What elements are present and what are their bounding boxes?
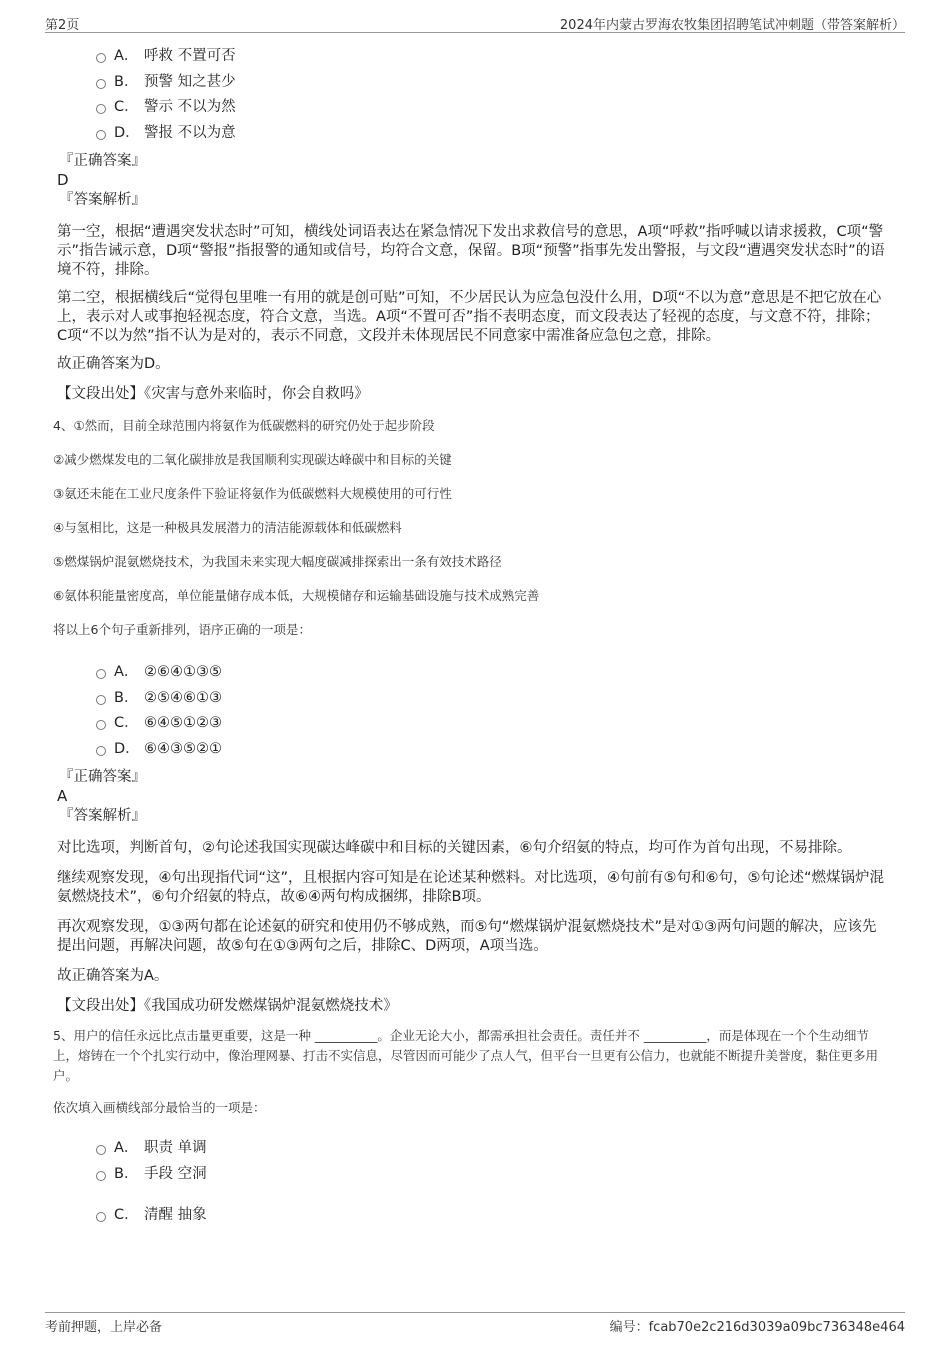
q4-sentence: ②减少燃煤发电的二氧化碳排放是我国顺利实现碳达峰碳中和目标的关键 [53, 452, 452, 467]
q3-option-c[interactable] [57, 95, 887, 121]
correct-answer: D [57, 171, 69, 189]
option-text: ⑥④③⑤②① [144, 740, 222, 757]
radio-button[interactable] [96, 669, 106, 679]
radio-button[interactable] [96, 1171, 106, 1181]
option-letter: D． [114, 124, 140, 141]
radio-button[interactable] [96, 104, 106, 114]
source-citation: 【文段出处】《灾害与意外来临时，你会自救吗》 [57, 386, 369, 402]
option-letter: B． [114, 689, 139, 706]
q3-option-d[interactable] [57, 121, 887, 147]
analysis-paragraph: 第二空，根据横线后“觉得包里唯一有用的就是创可贴”可知，不少居民认为应急包没什么用，D项“不以为意”意思是不把它放在心上，表示对人或事抱轻视态度，符合文意，当选。A项“不置可否”指不表明态度，而文段表达了轻视的态度，与文意不符，排除；C项“不以为然”指不认为是对的，表示不同意，文段并未体现居民不同意家中需准备应急包之意，排除。 [57, 290, 882, 344]
radio-button[interactable] [96, 53, 106, 63]
option-letter: C． [114, 99, 139, 115]
q5-option-a[interactable] [57, 1136, 887, 1162]
page-footer [45, 1312, 905, 1335]
source-citation: 【文段出处】《我国成功研发燃煤锅炉混氨燃烧技术》 [57, 998, 398, 1014]
q5-prompt: 依次填入画横线部分最恰当的一项是： [53, 1100, 266, 1115]
option-letter: B． [114, 1165, 139, 1182]
analysis-label: 『答案解析』 [59, 192, 146, 208]
option-letter: A． [114, 664, 139, 680]
document-title: 2024年内蒙古罗海农牧集团招聘笔试冲刺题（带答案解析） [559, 18, 905, 33]
radio-button[interactable] [96, 79, 106, 89]
option-text: ②⑥④①③⑤ [144, 664, 222, 680]
analysis-paragraph: 继续观察发现，④句出现指代词“这”，且根据内容可知是在论述某种燃料。对比选项，④句前有⑤句和⑥句，⑤句论述“燃煤锅炉混氨燃烧技术”，⑥句介绍氨的特点，故⑥④两句构成捆绑，排除B项。 [57, 870, 885, 905]
option-letter: A． [114, 1140, 139, 1156]
q5-options [57, 1136, 887, 1229]
q3-option-b[interactable] [57, 70, 887, 96]
q4-option-d[interactable] [57, 737, 887, 763]
option-letter: B． [114, 73, 139, 90]
q4-sentence: ④与氢相比，这是一种极具发展潜力的清洁能源载体和低碳燃料 [53, 520, 402, 535]
q4-prompt: 将以上6个句子重新排列，语序正确的一项是： [53, 622, 311, 637]
footer-slogan: 考前押题，上岸必备 [45, 1320, 163, 1335]
q3-option-a[interactable] [57, 44, 887, 70]
q4-sentence: ③氨还未能在工业尺度条件下验证将氨作为低碳燃料大规模使用的可行性 [53, 486, 452, 501]
option-letter: A． [114, 48, 139, 64]
page-number: 第2页 [45, 18, 80, 33]
analysis-paragraph: 第一空，根据“遭遇突发状态时”可知，横线处词语表达在紧急情况下发出求救信号的意思，A项“呼救”指呼喊以请求援救，C项“警示”指告诫示意，D项“警报”指报警的通知或信号，均符合文意，保留。B项“预警”指事先发出警报，与文段“遭遇突发状态时”的语境不符，排除。 [57, 224, 885, 278]
option-text: 预警 知之甚少 [144, 73, 236, 90]
option-text: 呼救 不置可否 [144, 48, 236, 64]
option-text: 职责 单调 [144, 1140, 207, 1156]
q5-stem: 5、用户的信任永远比点击量更重要，这是一种 __________。企业无论大小，都需承担社会责任。责任并不 __________，而是体现在一个个生动细节上，熔铸在一个个扎实行动中，像治理网暴、打击不实信息，尽管因而可能少了点人气，但平台一旦更有公信力，也就能不断提升美誉度，黏住更多用户。 [53, 1028, 879, 1083]
radio-button[interactable] [96, 746, 106, 756]
q4-sentence: ⑤燃煤锅炉混氨燃烧技术，为我国未来实现大幅度碳减排探索出一条有效技术路径 [53, 554, 502, 569]
page-content [53, 44, 887, 1229]
radio-button[interactable] [96, 720, 106, 730]
q5-option-c[interactable] [57, 1203, 887, 1229]
analysis-paragraph: 再次观察发现，①③两句都在论述氨的研究和使用仍不够成熟，而⑤句“燃煤锅炉混氨燃烧技术”是对①③两句问题的解决，应该先提出问题，再解决问题，故⑤句在①③两句之后，排除C、D两项，A项当选。 [57, 919, 877, 954]
option-letter: C． [114, 715, 139, 731]
q4-sentence: ⑥氨体积能量密度高，单位能量储存成本低，大规模储存和运输基础设施与技术成熟完善 [53, 588, 540, 603]
q4-options [57, 660, 887, 762]
document-id: 编号：fcab70e2c216d3039a09bc736348e464 [609, 1320, 905, 1335]
option-text: 清醒 抽象 [144, 1207, 207, 1223]
q3-options [57, 44, 887, 146]
radio-button[interactable] [96, 1145, 106, 1155]
radio-button[interactable] [96, 695, 106, 705]
page-header [45, 14, 905, 33]
analysis-label: 『答案解析』 [59, 808, 146, 824]
answer-label: 『正确答案』 [59, 769, 146, 785]
analysis-paragraph: 对比选项，判断首句，②句论述我国实现碳达峰碳中和目标的关键因素，⑥句介绍氨的特点，均可作为首句出现，不易排除。 [57, 840, 852, 856]
option-text: ⑥④⑤①②③ [144, 715, 222, 731]
answer-label: 『正确答案』 [59, 153, 146, 169]
q4-option-b[interactable] [57, 686, 887, 712]
q4-option-a[interactable] [57, 660, 887, 686]
option-text: 警示 不以为然 [144, 99, 236, 115]
option-text: ②⑤④⑥①③ [144, 689, 222, 706]
radio-button[interactable] [96, 1212, 106, 1222]
option-letter: C． [114, 1207, 139, 1223]
q4-option-c[interactable] [57, 711, 887, 737]
analysis-paragraph: 故正确答案为A。 [57, 968, 169, 984]
q4-sentences [53, 416, 887, 640]
correct-answer: A [57, 787, 68, 805]
analysis-paragraph: 故正确答案为D。 [57, 356, 170, 372]
option-letter: D． [114, 740, 140, 757]
q4-sentence: 4、①然而，目前全球范围内将氨作为低碳燃料的研究仍处于起步阶段 [53, 418, 435, 433]
option-text: 手段 空洞 [144, 1165, 207, 1182]
option-text: 警报 不以为意 [144, 124, 236, 141]
radio-button[interactable] [96, 130, 106, 140]
q5-option-b[interactable] [57, 1162, 887, 1188]
